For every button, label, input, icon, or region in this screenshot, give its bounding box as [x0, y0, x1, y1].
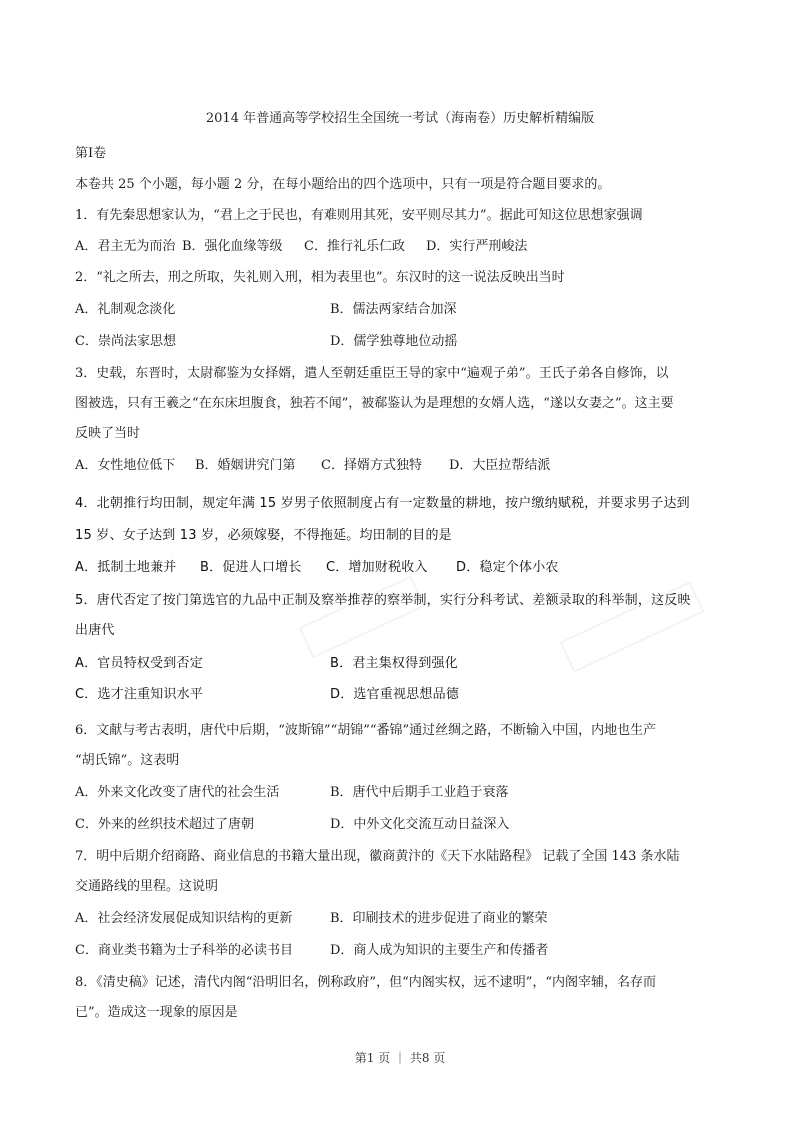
section-label: 第Ⅰ卷 — [75, 146, 107, 161]
q4-option-b: B．促进人口增长 — [200, 560, 302, 575]
q5-option-c: C．选才注重知识水平 — [75, 687, 204, 702]
q6-option-d: D．中外文化交流互动日益深入 — [330, 817, 510, 832]
question-8-line-2: 已”。造成这一现象的原因是 — [75, 1005, 238, 1020]
question-3-line-3: 反映了当时 — [75, 426, 141, 441]
q4-option-d: D．稳定个体小农 — [456, 560, 559, 575]
q4-option-a: A．抵制土地兼并 — [75, 560, 177, 575]
page-title: 2014 年普通高等学校招生全国统一考试（海南卷）历史解析精编版 — [205, 111, 595, 126]
q7-option-d: D．商人成为知识的主要生产和传播者 — [330, 943, 549, 958]
q5-option-a: A．官员特权受到否定 — [75, 656, 203, 671]
question-5-line-2: 出唐代 — [75, 623, 115, 638]
section-intro: 本卷共 25 个小题，每小题 2 分，在每小题给出的四个选项中，只有一项是符合题目要求的。 — [75, 177, 611, 192]
q6-option-a: A．外来文化改变了唐代的社会生活 — [75, 785, 280, 800]
q1-option-b: B．强化血缘等级 — [182, 239, 283, 254]
question-6-line-2: “胡氏锦”。这表明 — [75, 753, 180, 768]
q2-option-b: B．儒法两家结合加深 — [330, 302, 457, 317]
q5-option-d: D．选官重视思想品德 — [330, 687, 460, 702]
question-4-line-2: 15 岁、女子达到 13 岁，必须嫁娶，不得拖延。均田制的目的是 — [75, 528, 452, 543]
q2-option-a: A．礼制观念淡化 — [75, 302, 176, 317]
q6-option-c: C．外来的丝织技术超过了唐朝 — [75, 817, 254, 832]
question-7-line-2: 交通路线的里程。这说明 — [75, 879, 219, 894]
question-4-line-1: 4．北朝推行均田制，规定年满 15 岁男子依照制度占有一定数量的耕地，按户缴纳赋税，并要求男子达到 — [75, 496, 690, 511]
watermark-mark — [299, 575, 426, 658]
q2-option-c: C．崇尚法家思想 — [75, 334, 176, 349]
q4-option-c: C．增加财税收入 — [326, 560, 428, 575]
question-2-stem: 2．“礼之所去，刑之所取，失礼则入刑，相为表里也”。东汉时的这一说法反映出当时 — [75, 270, 565, 285]
q3-option-b: B．婚姻讲究门第 — [195, 458, 296, 473]
q2-option-d: D．儒学独尊地位动摇 — [330, 334, 458, 349]
question-3-line-1: 3．史载，东晋时，太尉郗鉴为女择婿，遣人至朝廷重臣王导的家中“遍观子弟”。王氏子弟各自修饰，以 — [75, 366, 669, 381]
q1-option-d: D．实行严刑峻法 — [426, 239, 528, 254]
question-5-line-1: 5．唐代否定了按门第选官的九品中正制及察举推荐的察举制，实行分科考试、差额录取的科举制，这反映 — [75, 593, 691, 608]
q7-option-c: C．商业类书籍为士子科举的必读书目 — [75, 943, 293, 958]
q3-option-c: C．择婿方式独特 — [321, 458, 422, 473]
page-footer: 第1 页 ｜ 共8 页 — [354, 1051, 446, 1065]
q6-option-b: B．唐代中后期手工业趋于衰落 — [330, 785, 509, 800]
question-3-line-2: 图被选，只有王羲之“在东床坦腹食，独若不闻”，被郗鉴认为是理想的女婿人选，“遂以女妻之”。这主要 — [75, 396, 674, 411]
q1-option-a: A．君主无为而治 — [75, 239, 176, 254]
question-7-line-1: 7．明中后期介绍商路、商业信息的书籍大量出现，徽商黄汴的《天下水陆路程》 记载了全国 143 条水陆 — [75, 849, 680, 864]
question-6-line-1: 6．文献与考古表明，唐代中后期，“波斯锦”“胡锦”“番锦”通过丝绸之路，不断输入中国，内地也生产 — [75, 723, 657, 738]
q3-option-a: A．女性地位低下 — [75, 458, 176, 473]
q1-option-c: C．推行礼乐仁政 — [304, 239, 405, 254]
q3-option-d: D．大臣拉帮结派 — [449, 458, 551, 473]
question-1-stem: 1．有先秦思想家认为，“君上之于民也，有难则用其死，安平则尽其力”。据此可知这位思想家强调 — [75, 208, 643, 223]
question-8-line-1: 8．《清史稿》记述，清代内阁“沿明旧名，例称政府”，但“内阁实权，远不逮明”，“内阁宰辅，名存而 — [75, 975, 657, 990]
q7-option-b: B．印刷技术的进步促进了商业的繁荣 — [330, 911, 548, 926]
q7-option-a: A．社会经济发展促成知识结构的更新 — [75, 911, 293, 926]
q5-option-b: B．君主集权得到强化 — [330, 656, 458, 671]
